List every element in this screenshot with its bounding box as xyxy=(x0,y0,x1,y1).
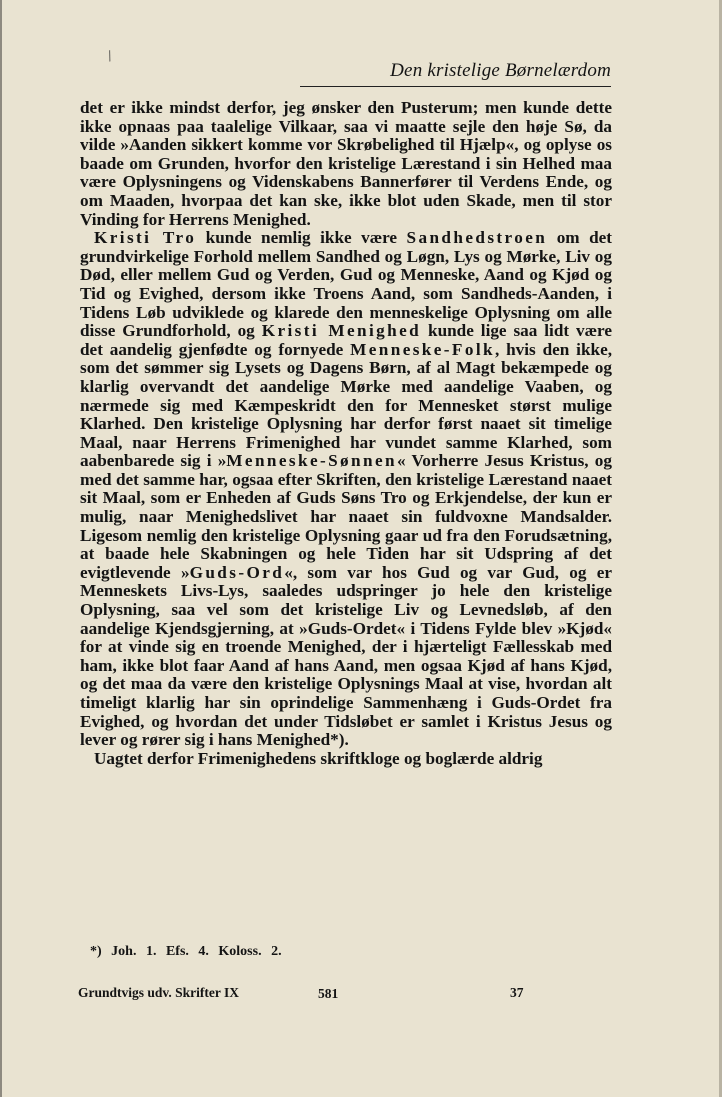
paragraph-2 xyxy=(80,229,612,750)
spaced-term-menneske-sonnen: Menneske-Sønnen xyxy=(226,451,397,471)
spaced-term-menneske-folk: Menneske-Folk xyxy=(350,339,495,359)
text-run: om det grundvirkelige Forhold mellem Sandhed og Løgn, Lys og Mørke, Liv og Død, eller mellem Gud og Verden, Gud og Menneske, Aand og Kjød og Tid og Evighed, dersom ikke Troens Aand, som Sandheds-Aanden, i Tidens Løb udviklede og klarede den menneskelige Oplysning om alle disse Grundforhold, og xyxy=(80,228,612,341)
text-run: «, som var hos Gud og var Gud, og er Menneskets Livs-Lys, saaledes udspringer jo hele den kristelige Oplysning, saa vel som det kristelige Liv og Levnedsløb, af den aandelige Kjendsgjerning, at »Guds-Ordet« i Tidens Fylde blev »Kjød« for at vinde sig en troende Menighed, der i hjærteligt Fællesskab med ham, ikke blot faar Aand af hans Aand, men ogsaa Kjød af hans Kjød, og det maa da være den kristelige Oplysnings Maal at vise, hvordan alt timeligt klarlig har sin oprindelige Sammenhæng i Guds-Ordet fra Evighed, og hvordan det under Tidsløbet er samlet i Kristus Jesus og lever og rører sig i hans Menighed*). xyxy=(80,562,612,750)
paragraph-3: Uagtet derfor Frimenighedens skriftkloge og boglærde aldrig xyxy=(94,748,543,768)
body-text xyxy=(80,99,612,768)
spaced-term-guds-ord: Guds-Ord xyxy=(189,562,285,582)
printer-signature: Grundtvigs udv. Skrifter IX xyxy=(78,985,240,1000)
text-run: , hvis den ikke, som det sømmer sig Lysets og Dagens Børn, af al Magt bekæmpede og klarlig overvandt det aandelige Mørke med aandelige Vaaben, og nærmede sig med Kæmpeskridt den for Mennesket størst mulige Klarhed. Den kristelige Oplysning har derfor først naaet sit timelige Maal, naar Herrens Frimenighed har vundet samme Klarhed, som aabenbarede sig i » xyxy=(80,339,613,471)
corner-pencil-mark: / xyxy=(105,47,116,66)
paragraph-1: det er ikke mindst derfor, jeg ønsker den Pusterum; men kunde dette ikke opnaas paa taalelige Vilkaar, saa vi maatte sejle den høje Sø, da vilde »Aanden sikkert komme vor Skrøbelighed til Hjælp«, og oplyse os baade om Grunden, hvorfor den kristelige Lærestand i sin Helhed maa være Oplysningens og Videnskabens Bannerfører til Verdens Ende, og om Maaden, hvorpaa det kan ske, ikke blot uden Skade, men til stor Vinding for Herrens Menighed. xyxy=(80,98,612,229)
spaced-term-kristi-menighed: Kristi Menighed xyxy=(261,321,422,341)
page-number: 581 xyxy=(318,986,339,1001)
text-run: kunde lige saa lidt være det aandelig gjenfødte og fornyede xyxy=(80,321,612,359)
running-head: Den kristelige Børnelærdom xyxy=(300,60,611,87)
spaced-term-kristi-tro: Kristi Tro xyxy=(94,228,197,248)
text-run: « Vorherre Jesus Kristus, og med det samme har, ogsaa efter Skriften, den kristelige Lærestand naaet sit Maal, som er Enheden af Guds Søns Tro og Erkjendelse, der kun er mulig, naar Menighedslivet har naaet sin fuldvoxne Mandsalder. Ligesom nemlig den kristelige Oplysning gaar ud fra den Forudsætning, at baade hele Skabningen og hele Tiden har sit Udspring af det evigtlevende » xyxy=(80,451,612,582)
footnote: *) Joh. 1. Efs. 4. Koloss. 2. xyxy=(90,944,282,959)
sheet-number: 37 xyxy=(510,985,524,1000)
spaced-term-sandhedstroen: Sandhedstroen xyxy=(406,228,548,248)
text-run: kunde nemlig ikke være xyxy=(196,228,407,248)
